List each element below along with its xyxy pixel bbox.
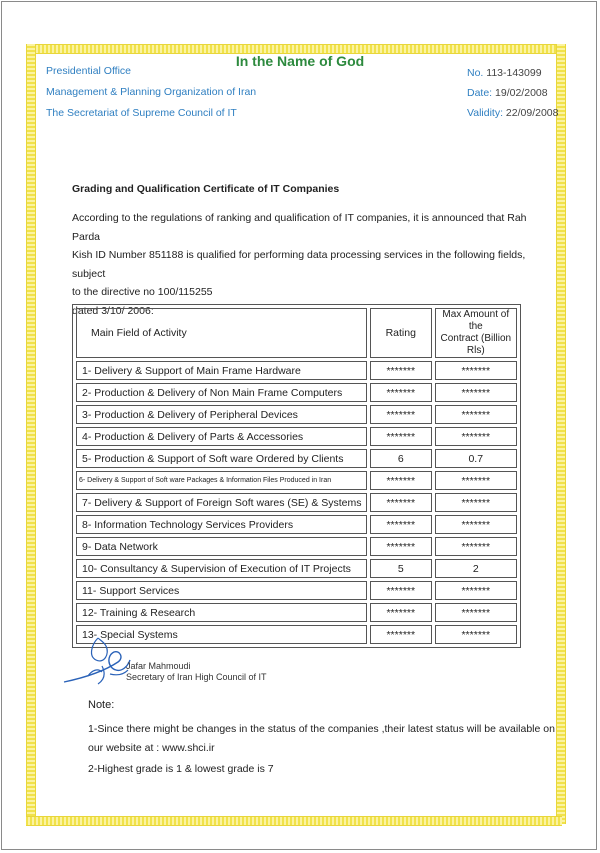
field-cell: 3- Production & Delivery of Peripheral Devices	[76, 405, 367, 424]
intro-line: According to the regulations of ranking and qualification of IT companies, it is announced that Rah Parda	[72, 212, 527, 243]
table-row	[76, 581, 517, 600]
border-frame-right	[556, 44, 566, 824]
signature-stroke	[92, 638, 108, 661]
field-cell: 12- Training & Research	[76, 603, 367, 622]
rating-cell: *******	[370, 383, 432, 402]
rating-cell: *******	[370, 427, 432, 446]
border-frame-left	[26, 44, 36, 824]
field-cell: 11- Support Services	[76, 581, 367, 600]
table-row	[76, 537, 517, 556]
max-amount-cell: *******	[435, 383, 517, 402]
max-amount-cell: *******	[435, 361, 517, 380]
max-amount-cell: *******	[435, 625, 517, 644]
max-amount-cell: 2	[435, 559, 517, 578]
border-frame-bottom	[26, 816, 562, 826]
rating-cell: *******	[370, 493, 432, 512]
signatory-title: Secretary of Iran High Council of IT	[126, 672, 267, 682]
rating-cell: 6	[370, 449, 432, 468]
intro-line: dated 3/10/ 2006:	[72, 304, 154, 317]
max-amount-cell: *******	[435, 581, 517, 600]
rating-cell: *******	[370, 603, 432, 622]
signature-stroke	[64, 652, 130, 682]
table-row	[76, 603, 517, 622]
issuer-line-3: The Secretariat of Supreme Council of IT	[46, 107, 237, 119]
max-amount-cell: *******	[435, 537, 517, 556]
table-row	[76, 559, 517, 578]
table-header-row	[76, 308, 517, 358]
max-amount-cell: *******	[435, 471, 517, 490]
certificate-heading: Grading and Qualification Certificate of IT Companies	[72, 183, 340, 195]
field-cell: 8- Information Technology Services Providers	[76, 515, 367, 534]
max-amount-cell: *******	[435, 493, 517, 512]
signatory-name: Jafar Mahmoudi	[126, 661, 191, 671]
note-title: Note:	[88, 699, 115, 711]
rating-cell: *******	[370, 581, 432, 600]
issuer-line-1: Presidential Office	[46, 65, 132, 77]
table-row	[76, 405, 517, 424]
table-row	[76, 449, 517, 468]
rating-cell: *******	[370, 537, 432, 556]
validity-label: Validity:	[467, 107, 503, 119]
header-max-line-1: Max Amount of the	[442, 309, 510, 332]
date-label: Date:	[467, 87, 493, 99]
field-cell: 5- Production & Support of Soft ware Ordered by Clients	[76, 449, 367, 468]
rating-cell: *******	[370, 361, 432, 380]
rating-cell: *******	[370, 515, 432, 534]
field-cell: 4- Production & Delivery of Parts & Accessories	[76, 427, 367, 446]
rating-cell: *******	[370, 405, 432, 424]
field-cell: 10- Consultancy & Supervision of Execution of IT Projects	[76, 559, 367, 578]
header-field: Main Field of Activity	[76, 308, 367, 358]
field-cell: 1- Delivery & Support of Main Frame Hardware	[76, 361, 367, 380]
header-max-line-2: Contract (Billion Rls)	[440, 333, 512, 356]
rating-cell: *******	[370, 471, 432, 490]
max-amount-cell: 0.7	[435, 449, 517, 468]
header-rating: Rating	[370, 308, 432, 358]
grading-table	[72, 304, 521, 648]
reference-number	[467, 67, 542, 79]
field-cell: 7- Delivery & Support of Foreign Soft wares (SE) & Systems	[76, 493, 367, 512]
table-row	[76, 493, 517, 512]
intro-line: to the directive no 100/115255	[72, 286, 213, 298]
field-cell: 9- Data Network	[76, 537, 367, 556]
date-value: 19/02/2008	[495, 87, 548, 99]
issue-date	[467, 87, 548, 99]
issuer-line-2: Management & Planning Organization of Iran	[46, 86, 257, 98]
table-row	[76, 471, 517, 490]
field-cell: 6- Delivery & Support of Soft ware Packages & Information Files Produced in Iran	[76, 471, 367, 490]
signatory-block	[126, 661, 267, 683]
intro-line: Kish ID Number 851188 is qualified for performing data processing services in the following fields, subject	[72, 249, 526, 280]
rating-cell: *******	[370, 625, 432, 644]
note-line: 1-Since there might be changes in the status of the companies ,their latest status will be available on	[88, 723, 555, 735]
header-max-amount	[435, 308, 517, 358]
note-line: our website at : www.shci.ir	[88, 742, 215, 754]
validity-date	[467, 107, 558, 119]
table-row	[76, 361, 517, 380]
document-title: In the Name of God	[235, 53, 365, 69]
validity-value: 22/09/2008	[505, 107, 559, 119]
table-row	[76, 383, 517, 402]
number-value: 113-143099	[486, 67, 542, 79]
field-cell: 2- Production & Delivery of Non Main Frame Computers	[76, 383, 367, 402]
max-amount-cell: *******	[435, 603, 517, 622]
rating-cell: 5	[370, 559, 432, 578]
max-amount-cell: *******	[435, 405, 517, 424]
number-label: No.	[467, 67, 484, 79]
field-cell: 13- Special Systems	[76, 625, 367, 644]
note-line: 2-Highest grade is 1 & lowest grade is 7	[88, 763, 274, 775]
max-amount-cell: *******	[435, 515, 517, 534]
table-row	[76, 515, 517, 534]
max-amount-cell: *******	[435, 427, 517, 446]
table-row	[76, 427, 517, 446]
